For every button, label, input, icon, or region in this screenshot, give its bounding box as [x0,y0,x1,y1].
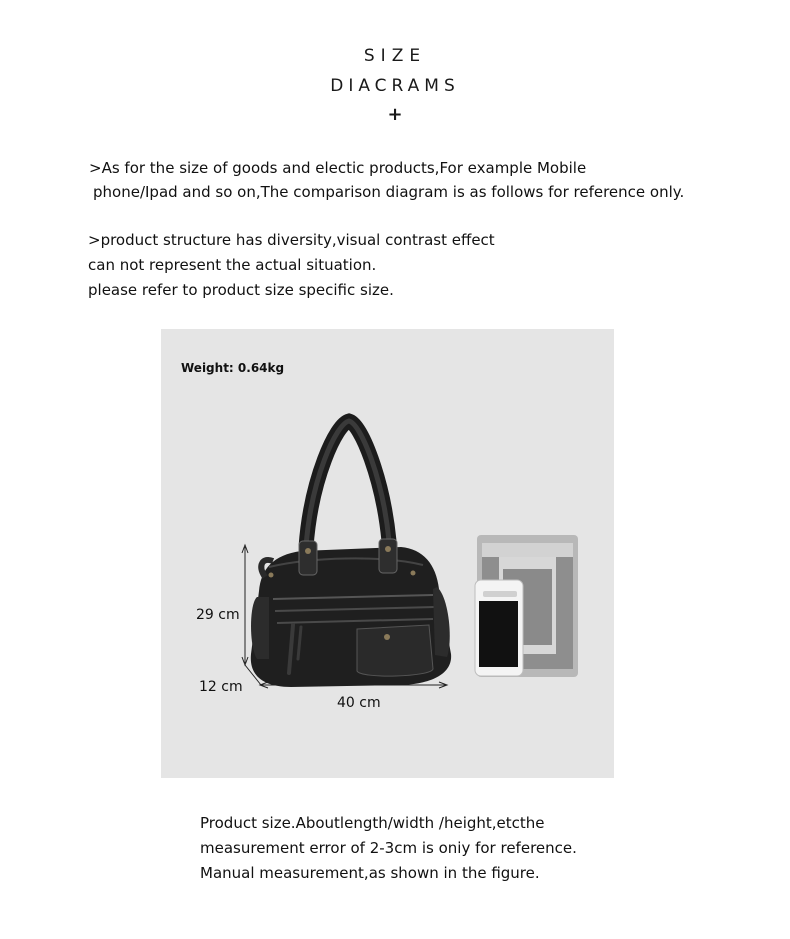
plus-icon: + [387,104,403,125]
width-label: 40 cm [337,695,381,711]
title-size: SIZE [363,46,427,66]
bag-illustration [161,329,614,778]
footer-note-line: measurement error of 2-3cm is oniy for reference. [200,839,577,857]
note-text-line: can not represent the actual situation. [88,256,377,274]
bag-body [251,539,451,687]
depth-label: 12 cm [199,679,243,695]
height-label: 29 cm [196,607,240,623]
weight-label: Weight: 0.64kg [181,361,285,375]
footer-note-line: Product size.Aboutlength/width /height,etcthe [200,814,545,832]
note-text-line: >product structure has diversity,visual contrast effect [88,231,495,249]
phone-illustration [475,580,523,676]
title-diagrams: DIACRAMS [330,76,460,96]
intro-text-line: >As for the size of goods and electic products,For example Mobile [89,159,587,177]
intro-text-line: phone/Ipad and so on,The comparison diagram is as follows for reference only. [93,183,685,201]
size-diagram [161,329,614,778]
bag-handles [306,421,389,547]
note-text-line: please refer to product size specific size. [88,281,394,299]
footer-note-line: Manual measurement,as shown in the figure. [200,864,540,882]
